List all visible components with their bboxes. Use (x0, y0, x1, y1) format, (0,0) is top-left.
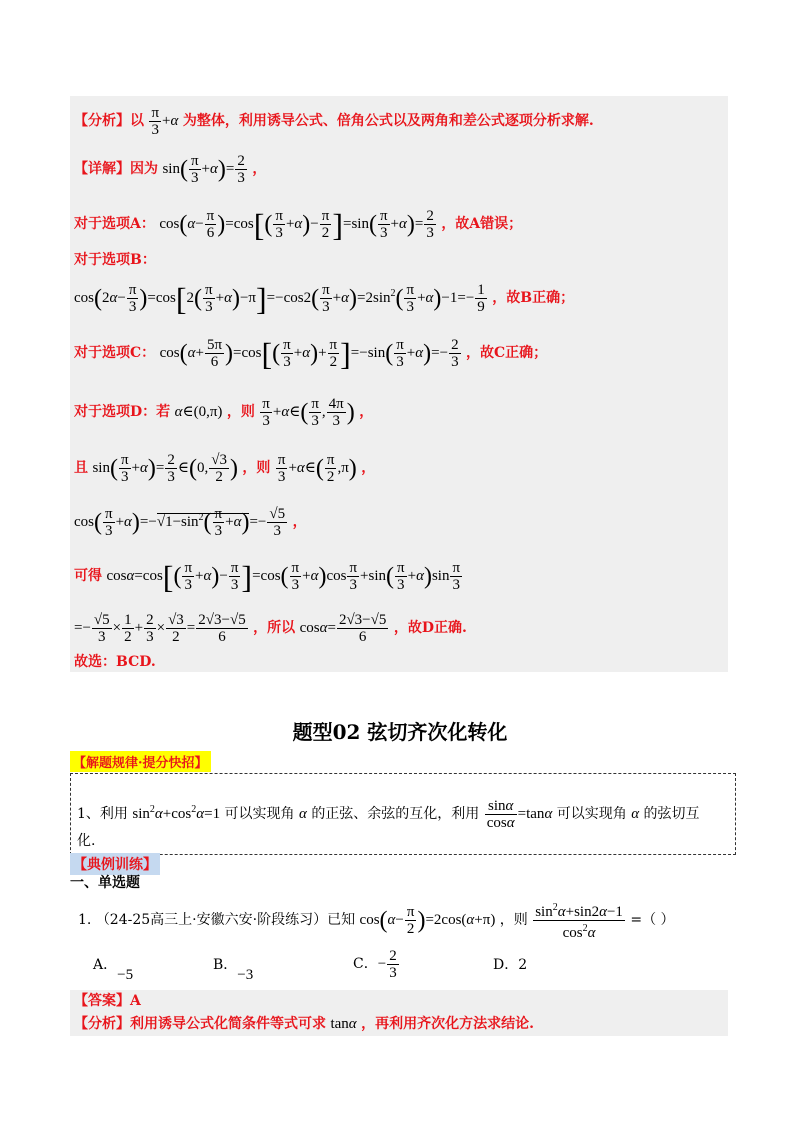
tip-label: 【解题规律·提分快招】 (70, 751, 211, 772)
analysis2-line: 【分析】利用诱导公式化简条件等式可求 tanα ，再利用齐次化方法求结论. (74, 1016, 534, 1032)
result-line: =− $\frac{√5}{3}$ × $\frac{1}{2}$ + $\frac{2}{3}$ × $\frac{√3}{2}$ = $\frac{2√3-√5}{6}$ ，所以 cosα= $\frac{2√3-√5}{6}$ ，故D正确. (74, 612, 467, 645)
question-1: 1. （24-25高三上·安徽六安·阶段练习）已知 cos(α− $\frac{\pi}{2}$ )=2cos(α+π) ，则 $\frac{\sin^2\alpha+\sin 2\alpha-1}{\cos^2\alpha}$ =（ ） (78, 902, 675, 941)
option-a-line: 对于选项A： cos(α− $\frac{\pi}{6}$ )=cos[( $\frac{\pi}{3}$ +α)− $\frac{\pi}{2}$ ]=sin( $\frac{\pi}{3}$ +α)= $\frac{2}{3}$ ，故A错误； (74, 206, 523, 243)
tip-line-2: 化. (77, 833, 96, 849)
option-b-line: cos(2α− $\frac{\pi}{3}$ )=cos[2( $\frac{\pi}{3}$ +α)−π]=−cos2( $\frac{\pi}{3}$ $+\alpha)=2\sin^2$( $\frac{\pi}{3}$ +α)−1=− $\frac{1}{9}$ ，故B正确； (74, 280, 575, 317)
analysis-line: 【分析】以 $\frac{\pi}{3}$ +α 为整体，利用诱导公式、倍角公式以及两角和差公式逐项分析求解. (74, 105, 594, 138)
detail-line: 【详解】因为 sin( $\frac{\pi}{3}$ +α)= $\frac{2}{3}$ ， (74, 153, 267, 186)
tip-box (70, 773, 736, 855)
derive-line: 可得 cosα=cos[( $\frac{\pi}{3}$ +α)− $\frac{\pi}{3}$ ]=cos( $\frac{\pi}{3}$ +α)cos $\frac{\pi}{3}$ +sin( $\frac{\pi}{3}$ +α)sin $\frac{\pi}{3}$ (74, 558, 461, 595)
option-d[interactable]: D．2 (493, 957, 528, 973)
option-c[interactable]: C．− $\frac{2}{3}$ (353, 948, 397, 981)
option-c-line: 对于选项C： cos(α+ $\frac{5\pi}{6}$ )=cos[( $\frac{\pi}{3}$ +α)+ $\frac{\pi}{2}$ ]=−sin( $\frac{\pi}{3}$ +α)=− $\frac{2}{3}$ ，故C正确； (74, 335, 548, 372)
and-line: 且 sin( $\frac{\pi}{3}$ +α)= $\frac{2}{3}$ ∈(0, $\frac{√3}{2}$ ) ，则 $\frac{\pi}{3}$ +α∈( $\frac{\pi}{2}$ ,π) ， (74, 452, 376, 485)
section-title: 题型02 弦切齐次化转化 (292, 720, 508, 744)
option-a[interactable]: A．−5 (93, 957, 134, 983)
cos-value-line: cos( $\frac{\pi}{3}$ $+\alpha)=-√1-\sin^2$( $\frac{\pi}{3}$ +α)=− $\frac{√5}{3}$ ， (74, 506, 307, 539)
answer-line: 【答案】A (74, 993, 141, 1009)
single-choice-label: 一、单选题 (70, 875, 140, 891)
tip-line-1: 1、利用 $\sin^2\alpha+\cos^2\alpha=1$ 可以实现角 α 的正弦、余弦的互化，利用 $\frac{\sin\alpha}{\cos\alpha}$ =tanα 可以实现角 α 的弦切互 (77, 798, 700, 831)
option-b[interactable]: B．−3 (213, 957, 254, 983)
choice-line: 故选：BCD. (74, 654, 156, 670)
option-d-line: 对于选项D：若 α∈(0,π) ，则 $\frac{\pi}{3}$ +α∈( $\frac{\pi}{3}$ , $\frac{4\pi}{3}$ ) ， (74, 396, 374, 429)
option-b-label: 对于选项B： (74, 252, 156, 268)
practice-label: 【典例训练】 (70, 853, 160, 875)
